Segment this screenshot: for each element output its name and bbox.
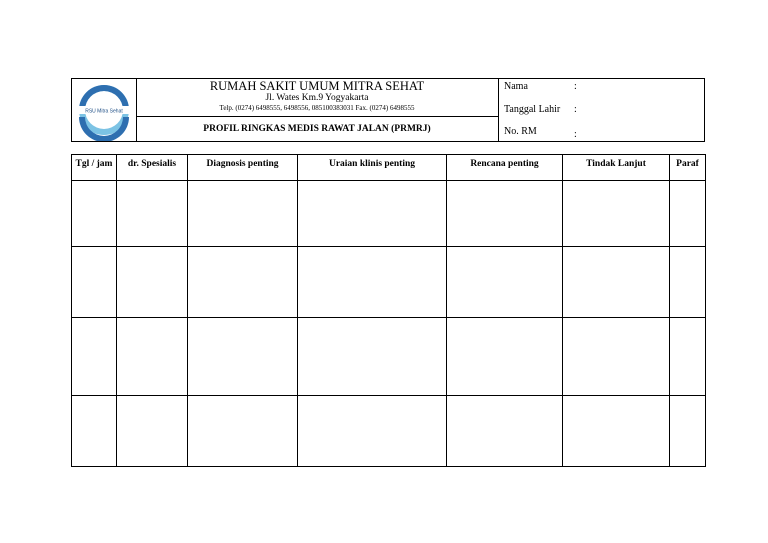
logo-text: RSU Mitra Sehat [85,108,123,115]
table-row [72,396,706,467]
table-cell[interactable] [670,181,706,247]
patient-name-label: Nama [504,81,528,92]
patient-dob-row[interactable] [504,104,704,118]
patient-dob-colon: : [574,104,577,115]
col-header-diagnosis: Diagnosis penting [188,155,298,181]
hospital-phone: Telp. (0274) 6498555, 6498556, 085100383031 Fax. (0274) 6498555 [219,104,415,112]
logo-cell [72,79,137,141]
patient-info [499,79,704,141]
table-cell[interactable] [188,181,298,247]
patient-rm-row[interactable] [504,126,704,140]
table-cell[interactable] [670,396,706,467]
patient-rm-colon: : [574,129,577,140]
table-cell[interactable] [188,396,298,467]
table-cell[interactable] [117,318,188,396]
table-cell[interactable] [188,318,298,396]
table-cell[interactable] [298,318,447,396]
table-cell[interactable] [298,247,447,318]
table-cell[interactable] [188,247,298,318]
table-cell[interactable] [447,396,563,467]
table-cell[interactable] [563,181,670,247]
patient-dob-label: Tanggal Lahir [504,104,561,115]
table-cell[interactable] [117,396,188,467]
table-cell[interactable] [117,247,188,318]
table-row [72,318,706,396]
table-cell[interactable] [447,318,563,396]
table-row [72,247,706,318]
col-header-followup: Tindak Lanjut [563,155,670,181]
table-cell[interactable] [72,247,117,318]
patient-name-row[interactable] [504,81,704,95]
table-cell[interactable] [72,318,117,396]
hospital-info [136,79,498,117]
hospital-address: Jl. Wates Km.9 Yogyakarta [265,93,369,103]
hospital-name: RUMAH SAKIT UMUM MITRA SEHAT [209,79,425,93]
col-header-signature: Paraf [670,155,706,181]
table-cell[interactable] [563,396,670,467]
hospital-logo [72,79,136,141]
table-cell[interactable] [117,181,188,247]
form-title: PROFIL RINGKAS MEDIS RAWAT JALAN (PRMRJ) [203,124,431,134]
patient-rm-label: No. RM [504,126,537,137]
col-header-clinical: Uraian klinis penting [298,155,447,181]
col-header-date: Tgl / jam [72,155,117,181]
col-header-plan: Rencana penting [447,155,563,181]
table-row [72,181,706,247]
patient-name-colon: : [574,81,577,92]
table-cell[interactable] [563,247,670,318]
title-cell [136,79,499,141]
table-cell[interactable] [447,181,563,247]
table-cell[interactable] [563,318,670,396]
table-cell[interactable] [298,396,447,467]
table-cell[interactable] [72,181,117,247]
table-cell[interactable] [298,181,447,247]
table-cell[interactable] [670,318,706,396]
prmrj-table [71,154,706,467]
form-header [71,78,705,142]
table-cell[interactable] [72,396,117,467]
table-header-row [72,155,706,181]
table-cell[interactable] [447,247,563,318]
table-cell[interactable] [670,247,706,318]
col-header-specialist: dr. Spesialis [117,155,188,181]
